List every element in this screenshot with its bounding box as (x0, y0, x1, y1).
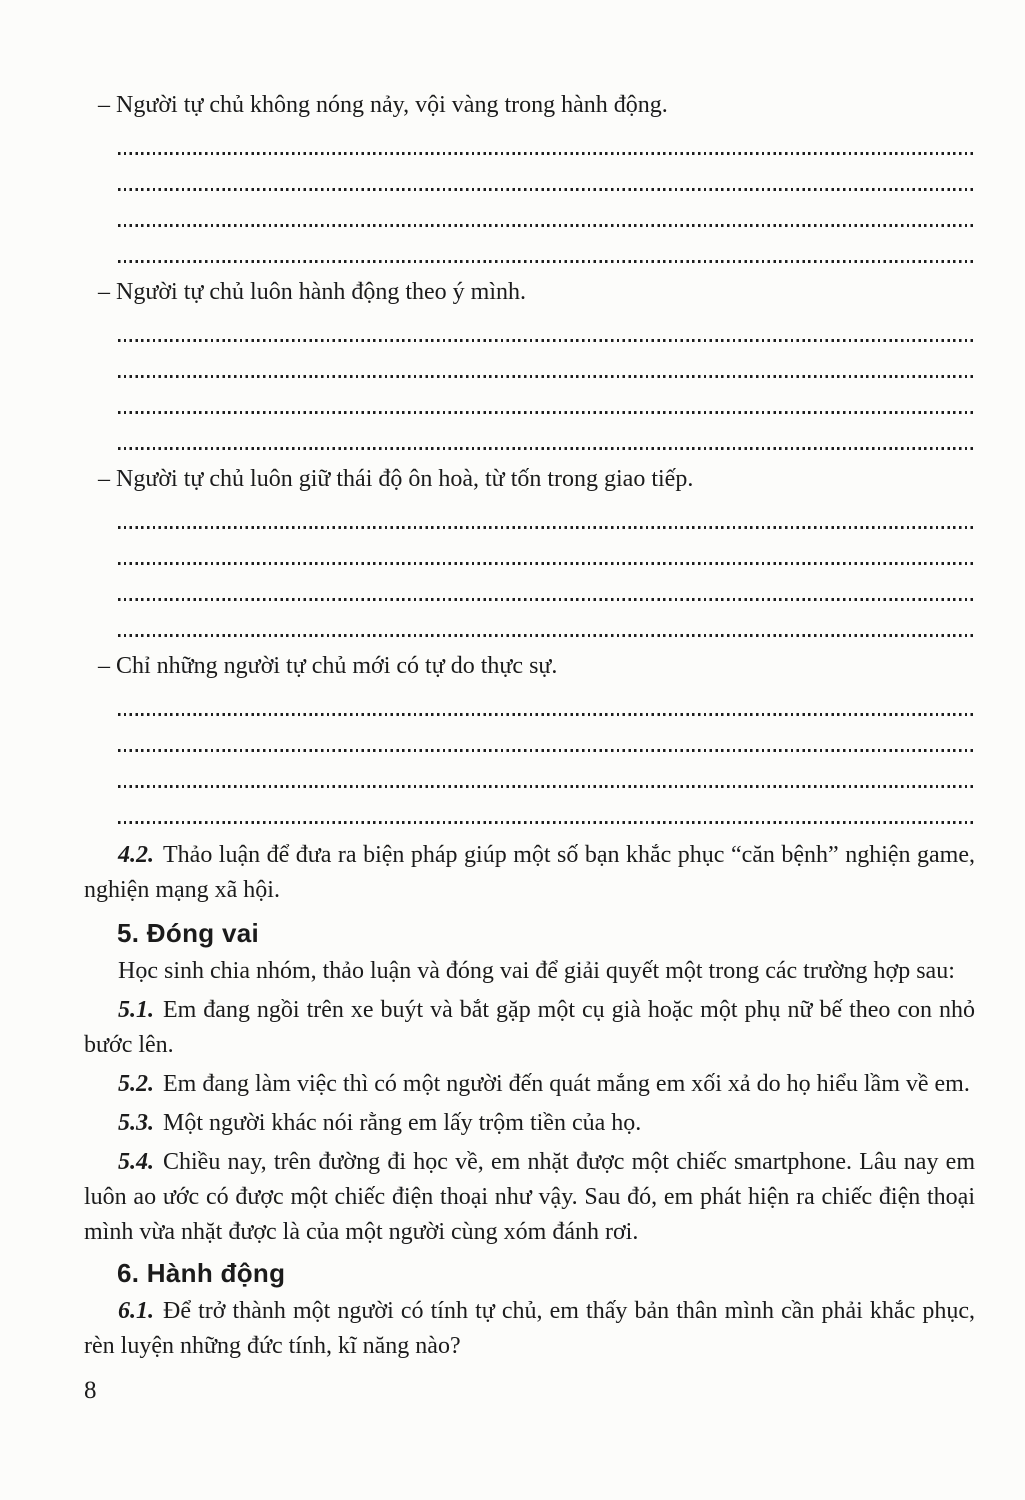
dotted-answer-line (118, 598, 975, 601)
dotted-answer-line (118, 339, 975, 342)
dotted-answer-line (118, 562, 975, 565)
exercise-text: Em đang ngồi trên xe buýt và bắt gặp một cụ già hoặc một phụ nữ bế theo con nhỏ bước lên. (84, 997, 975, 1058)
exercise-6-1 (84, 1294, 975, 1364)
exercise-5-2 (84, 1067, 975, 1102)
bullet-note: – Người tự chủ luôn giữ thái độ ôn hoà, từ tốn trong giao tiếp. (98, 466, 694, 492)
bullet-note: – Chỉ những người tự chủ mới có tự do thực sự. (98, 653, 558, 679)
dotted-answer-line (118, 447, 975, 450)
exercise-4-2 (84, 838, 975, 908)
exercise-number: 5.3. (118, 1110, 154, 1136)
dotted-answer-line (118, 713, 975, 716)
dotted-answer-line (118, 749, 975, 752)
dotted-answer-line (118, 375, 975, 378)
answer-lines-group (84, 526, 975, 637)
exercise-number: 4.2. (118, 842, 154, 868)
page-number: 8 (84, 1377, 97, 1404)
section-6-heading: 6. Hành động (117, 1258, 286, 1288)
exercise-number: 5.4. (118, 1149, 154, 1175)
dotted-answer-line (118, 526, 975, 529)
exercise-text: Một người khác nói rằng em lấy trộm tiền của họ. (163, 1110, 642, 1136)
exercise-text: Thảo luận để đưa ra biện pháp giúp một số bạn khắc phục “căn bệnh” nghiện game, nghiện mạng xã hội. (84, 842, 975, 903)
dotted-answer-line (118, 188, 975, 191)
dotted-answer-line (118, 224, 975, 227)
answer-lines-group (84, 152, 975, 263)
exercise-text: Chiều nay, trên đường đi học về, em nhặt được một chiếc smartphone. Lâu nay em luôn ao ước có được một chiếc điện thoại như vậy. Sau đó, em phát hiện ra chiếc điện thoại mình vừa nhặt được là của một người cùng xóm đánh rơi. (84, 1149, 975, 1245)
bullet-note: – Người tự chủ không nóng nảy, vội vàng trong hành động. (98, 92, 668, 118)
exercise-text: Em đang làm việc thì có một người đến quát mắng em xối xả do họ hiểu lầm về em. (163, 1071, 970, 1097)
dotted-answer-line (118, 411, 975, 414)
answer-lines-group (84, 339, 975, 450)
dotted-answer-line (118, 260, 975, 263)
bullet-note: – Người tự chủ luôn hành động theo ý mình. (98, 279, 527, 305)
exercise-text: Để trở thành một người có tính tự chủ, em thấy bản thân mình cần phải khắc phục, rèn luyện những đức tính, kĩ năng nào? (84, 1298, 975, 1359)
exercise-5-3 (84, 1106, 975, 1141)
exercise-number: 5.2. (118, 1071, 154, 1097)
dotted-answer-line (118, 821, 975, 824)
exercise-5-1 (84, 993, 975, 1063)
answer-lines-group (84, 713, 975, 824)
exercise-number: 6.1. (118, 1298, 154, 1324)
section-5-heading: 5. Đóng vai (117, 918, 259, 948)
exercise-number: 5.1. (118, 997, 154, 1023)
exercise-5-4 (84, 1145, 975, 1250)
section-5-intro: Học sinh chia nhóm, thảo luận và đóng vai để giải quyết một trong các trường hợp sau: (118, 958, 955, 984)
dotted-answer-line (118, 785, 975, 788)
dotted-answer-line (118, 152, 975, 155)
dotted-answer-line (118, 634, 975, 637)
